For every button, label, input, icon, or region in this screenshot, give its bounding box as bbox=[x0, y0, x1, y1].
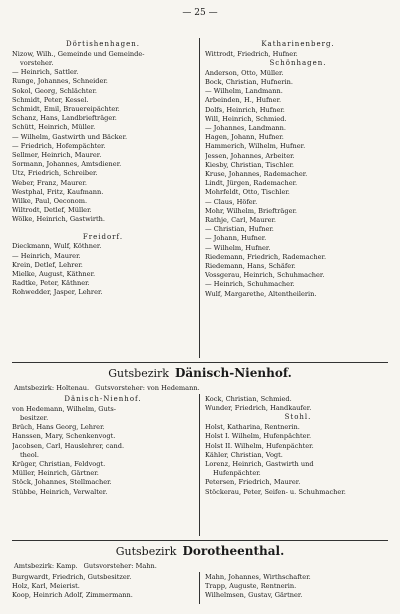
directory-entry: — Friedrich, Hofempächter. bbox=[12, 141, 106, 150]
directory-entry: Müller, Heinrich, Gärtner. bbox=[12, 469, 99, 478]
directory-entry: Radtke, Peter, Käthner. bbox=[12, 279, 90, 288]
directory-entry: — Heinrich, Maurer. bbox=[12, 251, 81, 260]
directory-entry: Mahn, Johannes, Wirthschafter. bbox=[205, 573, 311, 581]
directory-entry: — Johannes, Landmann. bbox=[205, 124, 287, 133]
section-subtitle bbox=[14, 384, 386, 393]
column-daenisch-nienhof bbox=[12, 395, 194, 497]
place-heading: Freidorf. bbox=[82, 232, 124, 241]
place-heading: Stohl. bbox=[284, 413, 312, 422]
directory-entry: Kiesby, Christian, Tischler. bbox=[205, 160, 295, 169]
directory-entry: Sokol, Georg, Schlächter. bbox=[12, 86, 97, 95]
directory-entry: Mohr, Wilhelm, Briefträger. bbox=[205, 206, 297, 215]
directory-entry: Holst II. Wilhelm, Hufenpächter. bbox=[205, 441, 314, 450]
directory-entry: — Wilhelm, Landmann. bbox=[205, 87, 283, 96]
directory-entry: Petersen, Friedrich, Maurer. bbox=[205, 478, 301, 487]
directory-entry: von Hedemann, Wilhelm, Guts- bbox=[12, 404, 117, 413]
gutsvorsteher: Gutsvorsteher: Mahn. bbox=[83, 562, 157, 570]
column-doertishenhagen bbox=[12, 40, 194, 298]
directory-entry: Wiltrodt, Detlef, Müller. bbox=[12, 206, 92, 215]
amtsbezirk: Amtsbezirk: Holtenau. bbox=[14, 384, 90, 392]
directory-entry: Krein, Detlef, Lehrer. bbox=[12, 260, 83, 269]
directory-entry: Sellmer, Heinrich, Maurer. bbox=[12, 151, 102, 160]
directory-entry: Wulf, Margarethe, Altentheilerin. bbox=[205, 289, 317, 298]
amtsbezirk: Amtsbezirk: Kamp. bbox=[14, 562, 78, 570]
directory-entry: Dolfs, Heinrich, Hufner. bbox=[205, 105, 285, 114]
section-title bbox=[0, 366, 400, 380]
directory-entry: Vossgerau, Heinrich, Schuhmacher. bbox=[205, 271, 325, 280]
place-heading: Schönhagen. bbox=[269, 59, 327, 67]
directory-entry: Wunder, Friedrich, Handkaufer. bbox=[205, 404, 312, 413]
directory-entry: Brüch, Hans Georg, Lehrer. bbox=[12, 423, 105, 432]
directory-entry: Wilhelmsen, Gustav, Gärtner. bbox=[205, 591, 303, 600]
column-divider bbox=[199, 38, 200, 358]
directory-entry: Holst I. Wilhelm, Hufenpächter. bbox=[205, 432, 312, 441]
directory-entry: Riedemann, Hans, Schäfer. bbox=[205, 262, 296, 271]
column-dorotheenthal-left bbox=[12, 573, 194, 601]
directory-entry: Koop, Heinrich Adolf, Zimmermann. bbox=[12, 591, 133, 600]
directory-entry: Dieckmann, Wulf, Köthner. bbox=[12, 242, 102, 251]
directory-entry: — Wilhelm, Gastwirth und Bäcker. bbox=[12, 132, 128, 141]
directory-entry: Stübbe, Heinrich, Verwalter. bbox=[12, 487, 108, 496]
directory-entry: Trapp, Auguste, Rentnerin. bbox=[205, 582, 297, 591]
directory-entry: Hufenpächter. bbox=[213, 469, 261, 478]
directory-entry: Utz, Friedrich, Schreiber. bbox=[12, 169, 98, 178]
directory-entry: Schmidt, Peter, Kessel. bbox=[12, 95, 89, 104]
directory-entry: Schanz, Hans, Landbriefträger. bbox=[12, 114, 117, 123]
directory-entry: Jessen, Johannes, Arbeiter. bbox=[205, 151, 295, 160]
directory-entry: Westphal, Fritz, Kaufmann. bbox=[12, 187, 104, 196]
directory-entry: Burgwardt, Friedrich, Gutsbesitzer. bbox=[12, 573, 132, 581]
gutsvorsteher: Gutsvorsteher: von Hedemann. bbox=[95, 384, 200, 392]
directory-entry: Kock, Christian, Schmied. bbox=[205, 395, 292, 403]
column-divider bbox=[199, 572, 200, 604]
directory-entry: Schütt, Heinrich, Müller. bbox=[12, 123, 96, 132]
directory-entry: Wittrodt, Friedrich, Hufner. bbox=[205, 49, 298, 58]
directory-entry: Krüger, Christian, Feldvogt. bbox=[12, 460, 106, 469]
directory-entry: — Johann, Hufner. bbox=[205, 234, 267, 243]
place-heading: Dörtishenhagen. bbox=[65, 40, 140, 48]
directory-entry: Kähler, Christian, Vogt. bbox=[205, 450, 283, 459]
directory-entry: — Heinrich, Sattler. bbox=[12, 68, 79, 77]
page-number: — 25 — bbox=[182, 8, 218, 18]
directory-entry: Stöckerau, Peter, Seifen- u. Schuhmacher. bbox=[205, 487, 346, 496]
place-heading: Dänisch-Nienhof. bbox=[64, 395, 142, 403]
directory-entry: Wilke, Paul, Oeconom. bbox=[12, 197, 88, 206]
directory-entry: Holst, Katharina, Rentnerin. bbox=[205, 423, 300, 432]
directory-entry: — Christian, Hufner. bbox=[205, 225, 274, 234]
directory-entry: Kruse, Johannes, Rademacher. bbox=[205, 170, 308, 179]
directory-entry: Riedemann, Friedrich, Rademacher. bbox=[205, 252, 327, 261]
directory-entry: Schmidt, Emil, Brauereipächter. bbox=[12, 105, 120, 114]
estate-name: Dänisch-Nienhof. bbox=[174, 366, 292, 380]
section-rule bbox=[12, 362, 388, 363]
estate-name: Dorotheenthal. bbox=[182, 544, 285, 558]
directory-entry: Hagen, Johann, Hufner. bbox=[205, 133, 284, 142]
directory-entry: Rohwedder, Jasper, Lehrer. bbox=[12, 288, 103, 297]
directory-entry: Arbeinden, H., Hufner. bbox=[205, 96, 282, 105]
column-divider bbox=[199, 394, 200, 536]
directory-entry: Mielke, August, Käthner. bbox=[12, 270, 96, 279]
directory-entry: Stöck, Johannes, Stellmacher. bbox=[12, 478, 112, 487]
place-heading: Katharinenberg. bbox=[261, 40, 335, 48]
directory-entry: Lorenz, Heinrich, Gastwirth und bbox=[205, 460, 314, 469]
directory-entry: Holz, Karl, Meierist. bbox=[12, 582, 80, 591]
directory-entry: vorsteher. bbox=[20, 59, 54, 67]
directory-entry: Weber, Franz, Maurer. bbox=[12, 178, 87, 187]
directory-entry: besitzer. bbox=[20, 414, 49, 422]
directory-entry: Wölke, Heinrich, Gastwirth. bbox=[12, 215, 106, 224]
directory-entry: Hammerich, Wilhelm, Hufner. bbox=[205, 142, 306, 151]
directory-entry: — Heinrich, Schuhmacher. bbox=[205, 280, 295, 289]
directory-entry: Runge, Johannes, Schneider. bbox=[12, 77, 108, 86]
section-prefix: Gutsbezirk bbox=[108, 367, 169, 380]
column-katharinenberg bbox=[205, 40, 391, 299]
directory-entry: Hanssen, Mary, Schenkenvogt. bbox=[12, 432, 116, 441]
section-subtitle bbox=[14, 562, 386, 571]
directory-entry: Jacobsen, Carl, Hauslehrer, cand. bbox=[12, 441, 125, 450]
directory-entry: Nizow, Wilh., Gemeinde und Gemeinde- bbox=[12, 49, 145, 58]
directory-entry: Anderson, Otto, Müller. bbox=[205, 68, 284, 77]
directory-entry: Mohrfeldt, Otto, Tischler. bbox=[205, 188, 290, 197]
directory-entry: theol. bbox=[20, 450, 39, 459]
directory-entry: Will, Heinrich, Schmied. bbox=[205, 114, 287, 123]
column-stohl bbox=[205, 395, 391, 497]
directory-entry: — Claus, Höfer. bbox=[205, 197, 258, 206]
section-title bbox=[0, 544, 400, 558]
directory-entry: Rathje, Carl, Maurer. bbox=[205, 216, 277, 225]
section-prefix: Gutsbezirk bbox=[115, 545, 177, 558]
directory-entry: Lindt, Jürgen, Rademacher. bbox=[205, 179, 298, 188]
directory-entry: Bock, Christian, Hufnerin. bbox=[205, 78, 293, 86]
directory-entry: Sormann, Johannes, Amtsdiener. bbox=[12, 160, 122, 169]
section-rule bbox=[12, 540, 388, 541]
directory-entry: — Wilhelm, Hufner. bbox=[205, 243, 271, 252]
column-dorotheenthal-right bbox=[205, 573, 391, 601]
